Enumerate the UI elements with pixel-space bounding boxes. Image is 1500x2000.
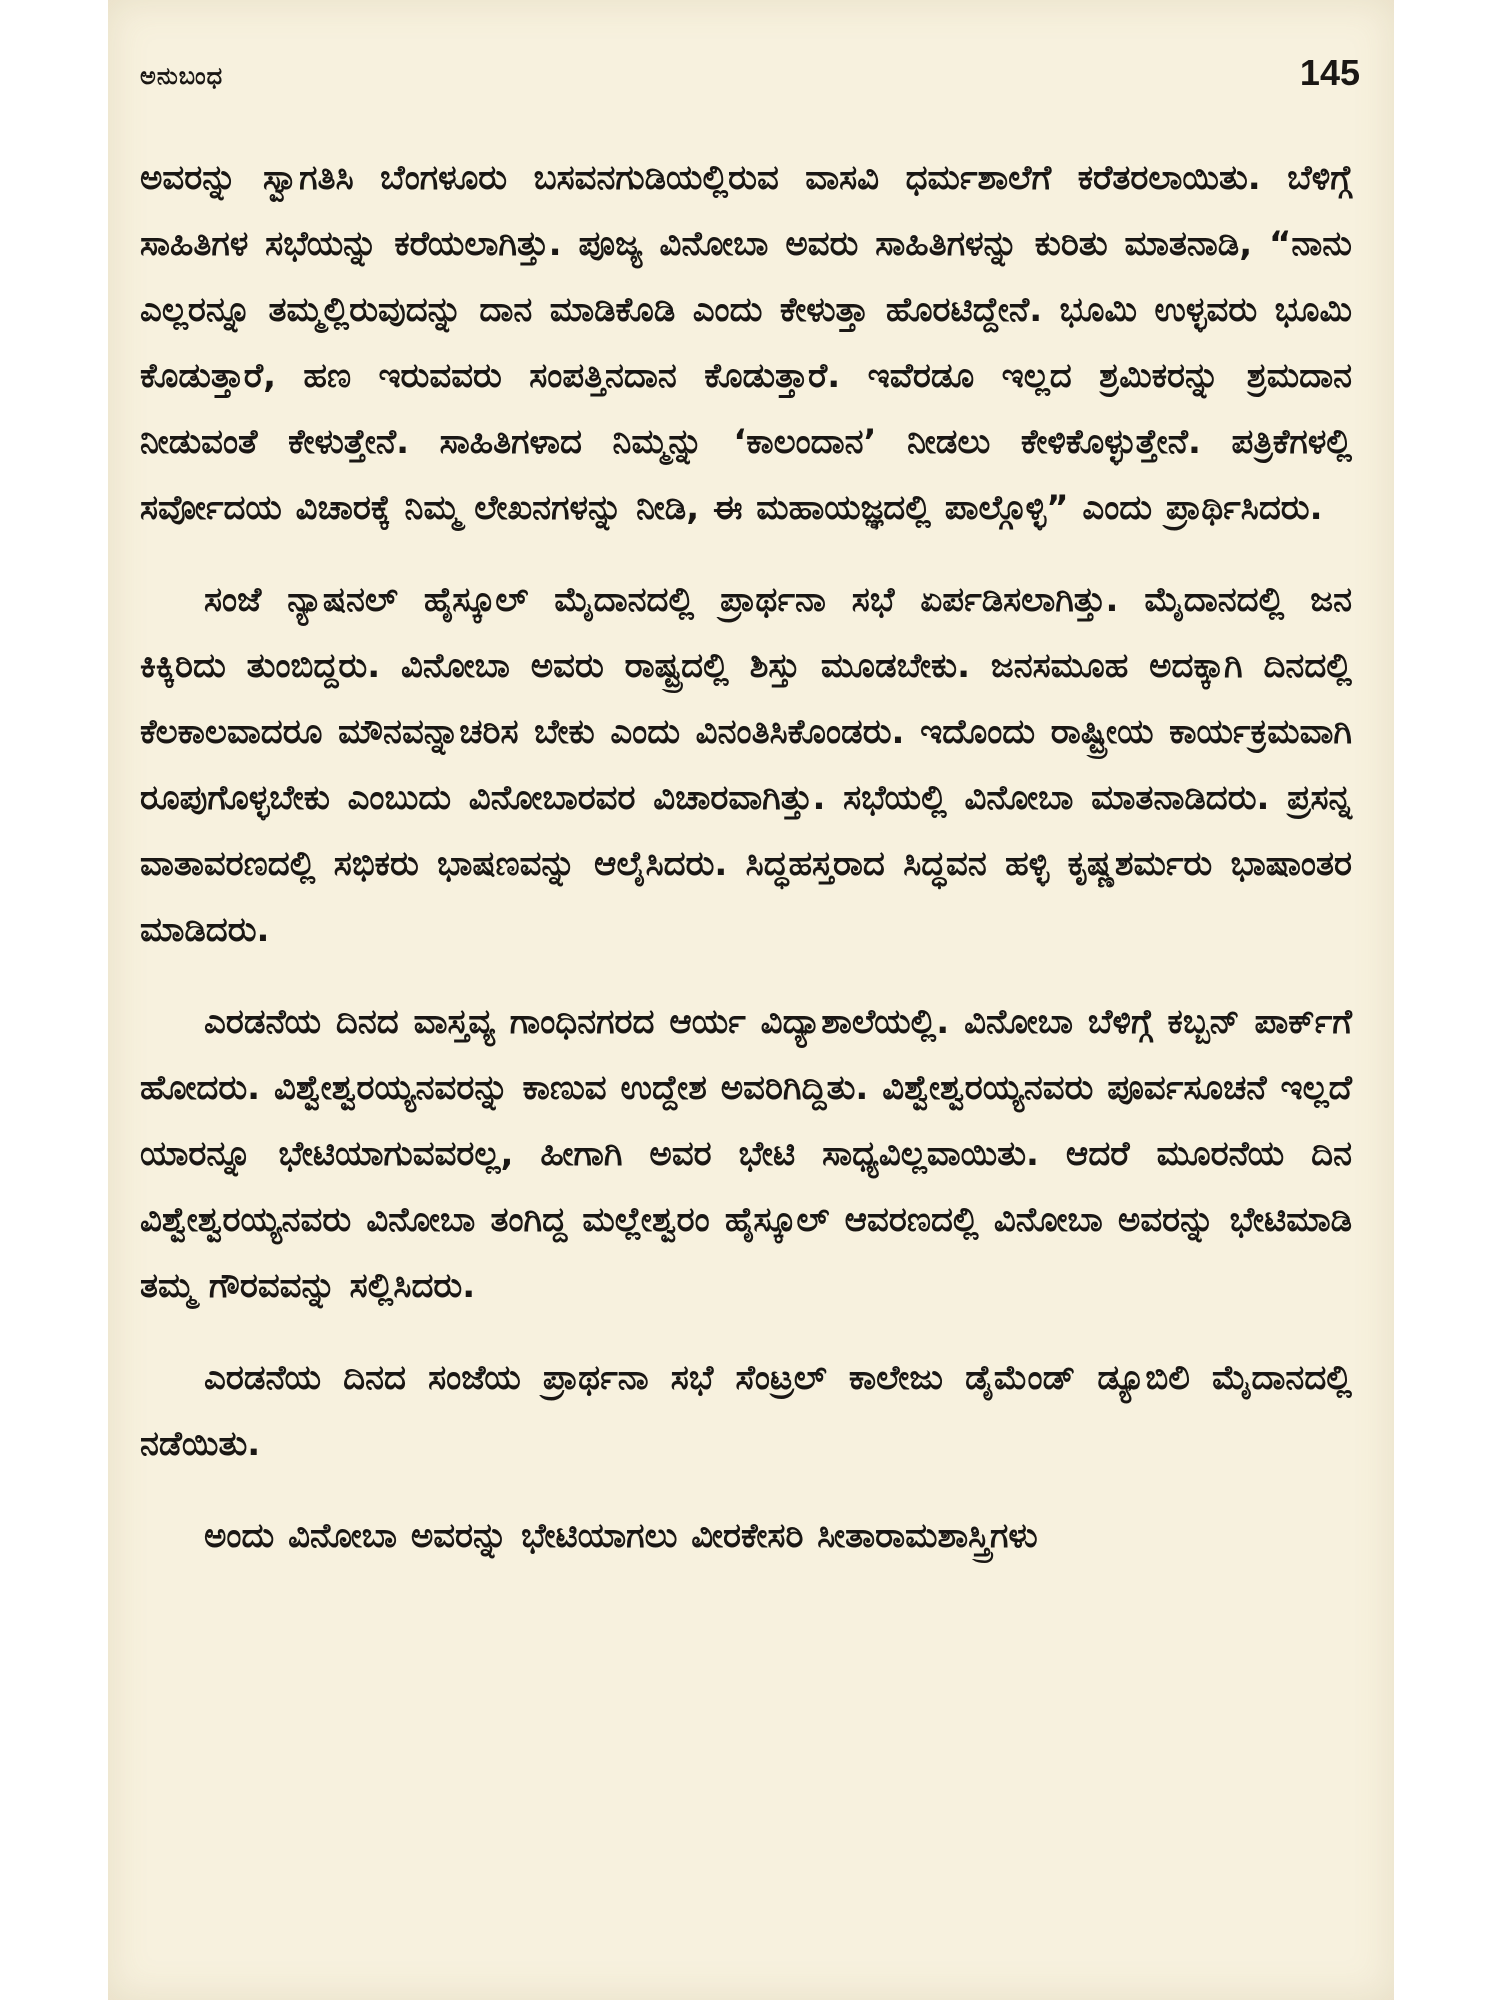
paragraph-2: ಸಂಜೆ ನ್ಯಾಷನಲ್ ಹೈಸ್ಕೂಲ್ ಮೈದಾನದಲ್ಲಿ ಪ್ರಾರ್ಥನಾ ಸಭೆ ಏರ್ಪಡಿಸಲಾಗಿತ್ತು. ಮೈದಾನದಲ್ಲಿ ಜನ ಕಿಕ್ಕಿರಿದು ತುಂಬಿದ್ದರು. ವಿನೋಬಾ ಅವರು ರಾಷ್ಟ್ರದಲ್ಲಿ ಶಿಸ್ತು ಮೂಡಬೇಕು. ಜನಸಮೂಹ ಅದಕ್ಕಾಗಿ ದಿನದಲ್ಲಿ ಕೆಲಕಾಲವಾದರೂ ಮೌನವನ್ನಾಚರಿಸ ಬೇಕು ಎಂದು ವಿನಂತಿಸಿಕೊಂಡರು. ಇದೊಂದು ರಾಷ್ಟ್ರೀಯ ಕಾರ್ಯಕ್ರಮವಾಗಿ ರೂಪುಗೊಳ್ಳಬೇಕು ಎಂಬುದು ವಿನೋಬಾರವರ ವಿಚಾರವಾಗಿತ್ತು. ಸಭೆಯಲ್ಲಿ ವಿನೋಬಾ ಮಾತನಾಡಿದರು. ಪ್ರಸನ್ನ ವಾತಾವರಣದಲ್ಲಿ ಸಭಿಕರು ಭಾಷಣವನ್ನು ಆಲೈಸಿದರು. ಸಿದ್ಧಹಸ್ತರಾದ ಸಿದ್ಧವನ ಹಳ್ಳಿ ಕೃಷ್ಣಶರ್ಮರು ಭಾಷಾಂತರ ಮಾಡಿದರು. bbox=[140, 580, 1352, 950]
running-header: ಅನುಬಂಧ bbox=[140, 62, 224, 90]
book-page bbox=[108, 0, 1394, 2000]
paragraph-5: ಅಂದು ವಿನೋಬಾ ಅವರನ್ನು ಭೇಟಿಯಾಗಲು ವೀರಕೇಸರಿ ಸೀತಾರಾಮಶಾಸ್ತ್ರಿಗಳು bbox=[204, 1516, 1038, 1556]
paragraph-3: ಎರಡನೆಯ ದಿನದ ವಾಸ್ತವ್ಯ ಗಾಂಧಿನಗರದ ಆರ್ಯ ವಿದ್ಯಾಶಾಲೆಯಲ್ಲಿ. ವಿನೋಬಾ ಬೆಳಿಗ್ಗೆ ಕಬ್ಬನ್ ಪಾರ್ಕ್‌ಗೆ ಹೋದರು. ವಿಶ್ವೇಶ್ವರಯ್ಯನವರನ್ನು ಕಾಣುವ ಉದ್ದೇಶ ಅವರಿಗಿದ್ದಿತು. ವಿಶ್ವೇಶ್ವರಯ್ಯನವರು ಪೂರ್ವಸೂಚನೆ ಇಲ್ಲದೆ ಯಾರನ್ನೂ ಭೇಟಿಯಾಗುವವರಲ್ಲ, ಹೀಗಾಗಿ ಅವರ ಭೇಟಿ ಸಾಧ್ಯವಿಲ್ಲವಾಯಿತು. ಆದರೆ ಮೂರನೆಯ ದಿನ ವಿಶ್ವೇಶ್ವರಯ್ಯನವರು ವಿನೋಬಾ ತಂಗಿದ್ದ ಮಲ್ಲೇಶ್ವರಂ ಹೈಸ್ಕೂಲ್ ಆವರಣದಲ್ಲಿ ವಿನೋಬಾ ಅವರನ್ನು ಭೇಟಿಮಾಡಿ ತಮ್ಮ ಗೌರವವನ್ನು ಸಲ್ಲಿಸಿದರು. bbox=[140, 1002, 1352, 1306]
page-body bbox=[140, 145, 1352, 1569]
paragraph-1: ಅವರನ್ನು ಸ್ವಾಗತಿಸಿ ಬೆಂಗಳೂರು ಬಸವನಗುಡಿಯಲ್ಲಿರುವ ವಾಸವಿ ಧರ್ಮಶಾಲೆಗೆ ಕರೆತರಲಾಯಿತು. ಬೆಳಿಗ್ಗೆ ಸಾಹಿತಿಗಳ ಸಭೆಯನ್ನು ಕರೆಯಲಾಗಿತ್ತು. ಪೂಜ್ಯ ವಿನೋಬಾ ಅವರು ಸಾಹಿತಿಗಳನ್ನು ಕುರಿತು ಮಾತನಾಡಿ, “ನಾನು ಎಲ್ಲರನ್ನೂ ತಮ್ಮಲ್ಲಿರುವುದನ್ನು ದಾನ ಮಾಡಿಕೊಡಿ ಎಂದು ಕೇಳುತ್ತಾ ಹೊರಟಿದ್ದೇನೆ. ಭೂಮಿ ಉಳ್ಳವರು ಭೂಮಿ ಕೊಡುತ್ತಾರೆ, ಹಣ ಇರುವವರು ಸಂಪತ್ತಿನದಾನ ಕೊಡುತ್ತಾರೆ. ಇವೆರಡೂ ಇಲ್ಲದ ಶ್ರಮಿಕರನ್ನು ಶ್ರಮದಾನ ನೀಡುವಂತೆ ಕೇಳುತ್ತೇನೆ. ಸಾಹಿತಿಗಳಾದ ನಿಮ್ಮನ್ನು ‘ಕಾಲಂದಾನ’ ನೀಡಲು ಕೇಳಿಕೊಳ್ಳುತ್ತೇನೆ. ಪತ್ರಿಕೆಗಳಲ್ಲಿ ಸರ್ವೋದಯ ವಿಚಾರಕ್ಕೆ ನಿಮ್ಮ ಲೇಖನಗಳನ್ನು ನೀಡಿ, ಈ ಮಹಾಯಜ್ಞದಲ್ಲಿ ಪಾಲ್ಗೊಳ್ಳಿ” ಎಂದು ಪ್ರಾರ್ಥಿಸಿದರು. bbox=[140, 158, 1352, 528]
page-number: 145 bbox=[1299, 52, 1360, 93]
paragraph-4: ಎರಡನೆಯ ದಿನದ ಸಂಜೆಯ ಪ್ರಾರ್ಥನಾ ಸಭೆ ಸೆಂಟ್ರಲ್ ಕಾಲೇಜು ಡೈಮೆಂಡ್ ಡ್ಯೂಬಿಲಿ ಮೈದಾನದಲ್ಲಿ ನಡೆಯಿತು. bbox=[140, 1358, 1352, 1464]
